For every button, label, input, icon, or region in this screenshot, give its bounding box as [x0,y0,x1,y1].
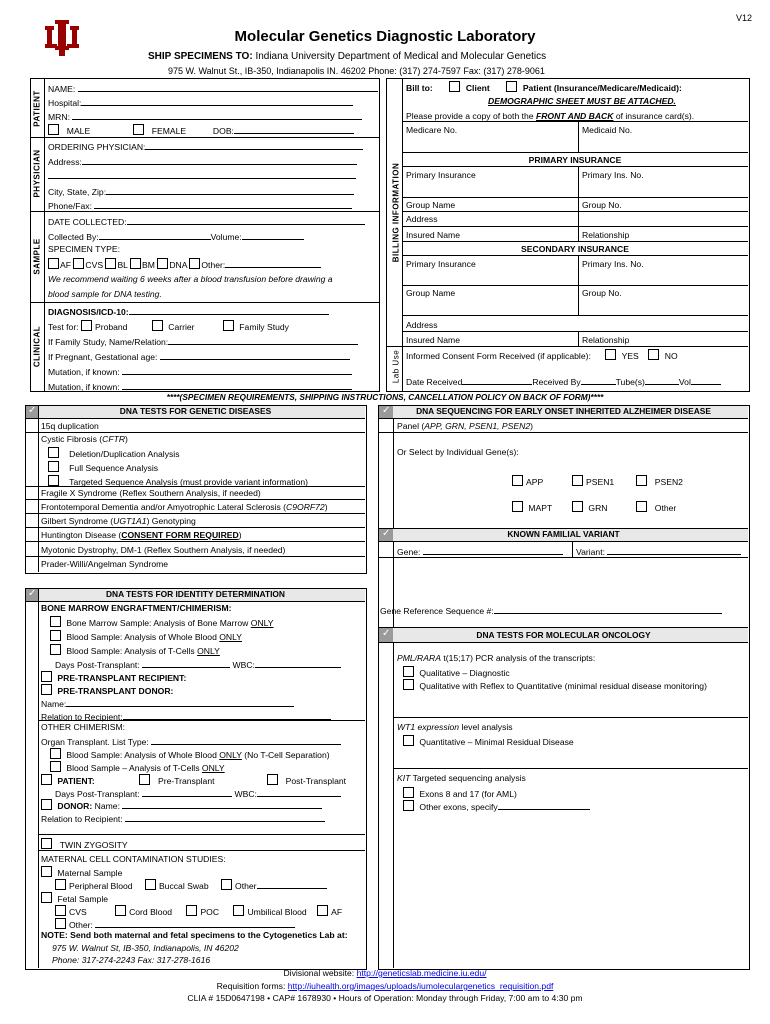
test-15q: 15q duplication [41,421,99,431]
received-by-field[interactable] [581,375,616,385]
dob-label: DOB: [212,126,234,136]
phone-row: Phone/Fax: [48,199,352,211]
patient-checkbox[interactable] [41,774,52,785]
cf-targeted-checkbox[interactable] [48,475,59,486]
donor-checkbox[interactable] [41,799,52,810]
bm-checkbox[interactable] [130,258,141,269]
bm-head: BONE MARROW ENGRAFTMENT/CHIMERISM: [41,603,232,613]
bm-option-2: Blood Sample: Analysis of Whole Blood ONLY [50,630,242,642]
ref-seq-row: Gene Reference Sequence #: [380,604,722,616]
kit-option-1: Exons 8 and 17 (for AML) [403,787,517,799]
proband-checkbox[interactable] [81,320,92,331]
collected-row: DATE COLLECTED: [48,215,365,227]
kit-other-checkbox[interactable] [403,800,414,811]
maternal-options: Peripheral Blood Buccal Swab Other [55,879,327,891]
kit-other-field[interactable] [498,800,590,810]
volume-field[interactable] [242,230,304,240]
maternal-other-checkbox[interactable] [221,879,232,890]
checkmark-icon: ✓ [382,628,391,639]
pre-recipient-row: PRE-TRANSPLANT RECIPIENT: [41,671,186,683]
wbc-field[interactable] [255,658,341,668]
cvs-checkbox[interactable] [73,258,84,269]
group-no-label: Group No. [582,200,622,210]
psen2-checkbox[interactable] [636,475,647,486]
ordering-row: ORDERING PHYSICIAN: [48,140,363,152]
variant-row: Variant: [576,545,741,557]
pml-option-2: Qualitative with Reflex to Quantitative (minimal residual disease monitoring) [403,679,707,691]
kit-head: KIT Targeted sequencing analysis [397,773,526,783]
gene-psen2: PSEN2 [636,475,683,487]
transfusion-note-2: blood sample for DNA testing. [48,289,162,299]
alz-head: DNA SEQUENCING FOR EARLY ONSET INHERITED ALZHEIMER DISEASE [379,406,748,419]
received-row: Date Received Received By Tube(s) Vol [406,375,721,387]
pml-reflex-checkbox[interactable] [403,679,414,690]
cf-option-2: Full Sequence Analysis [48,461,158,473]
variant-field[interactable] [607,545,741,555]
other-tcell-checkbox[interactable] [50,761,61,772]
kit-exons-checkbox[interactable] [403,787,414,798]
gestational-age-field[interactable] [160,350,350,360]
primary-ins-head: PRIMARY INSURANCE [528,155,622,165]
mutation-field-1[interactable] [122,365,352,375]
bm-marrow-checkbox[interactable] [50,616,61,627]
primary-ins-label: Primary Insurance [406,170,476,180]
section-physician: PHYSICIAN [32,149,42,198]
gene-app: APP [512,475,543,487]
mutation-row-1: Mutation, if known: [48,365,352,377]
family-study-checkbox[interactable] [223,320,234,331]
address2-label: Address [406,320,438,330]
genetic-diseases-head: DNA TESTS FOR GENETIC DISEASES [26,406,365,419]
by-volume-row: Collected By: Volume: [48,230,304,242]
maternal-row: Maternal Sample [41,866,122,878]
twin-checkbox[interactable] [41,838,52,849]
specimen-type-label: SPECIMEN TYPE: [48,244,120,254]
sex-dob-row [48,124,354,136]
website-row: Divisional website: http://geneticslab.medicine.iu.edu/ [283,968,487,978]
variant-gene-row: Gene: [397,545,563,557]
identity-head: DNA TESTS FOR IDENTITY DETERMINATION [26,589,365,602]
test-cf: Cystic Fibrosis (CFTR) [41,434,128,444]
bm-option-1: Bone Marrow Sample: Analysis of Bone Marrow ONLY [50,616,274,628]
city-field[interactable] [106,185,354,195]
gene-other: Other [636,501,676,513]
test-fragile-x: Fragile X Syndrome (Reflex Southern Analysis, if needed) [41,488,261,498]
patient-bill-checkbox[interactable] [506,81,517,92]
primary-ins2-label: Primary Insurance [406,259,476,269]
post-transplant-checkbox[interactable] [267,774,278,785]
psen1-checkbox[interactable] [572,475,583,486]
variant-head: KNOWN FAMILIAL VARIANT [379,528,748,542]
checkmark-icon: ✓ [28,588,37,599]
ship-to [148,51,546,62]
bm-whole-blood-checkbox[interactable] [50,630,61,641]
cytogenetics-note: NOTE: Send both maternal and fetal specimens to the Cytogenetics Lab at: [41,930,348,940]
mapt-checkbox[interactable] [512,501,523,512]
gene-other-checkbox[interactable] [636,501,647,512]
section-patient: PATIENT [32,90,42,127]
maternal-other-field[interactable] [257,879,327,889]
demographic-note: DEMOGRAPHIC SHEET MUST BE ATTACHED. [488,96,676,106]
pregnant-row: If Pregnant, Gestational age: [48,350,350,362]
mrn-field[interactable] [72,110,362,120]
kit-option-2: Other exons, specify [403,800,590,812]
test-gilbert: Gilbert Syndrome (UGT1A1) Genotyping [41,516,196,526]
ordering-physician-field[interactable] [145,140,363,150]
grn-checkbox[interactable] [572,501,583,512]
lab-address: 975 W. Walnut St., IB-350, Indianapolis IN. 46202 Phone: (317) 274-7597 Fax: (317) 278-9061 [168,66,545,76]
buccal-swab-checkbox[interactable] [145,879,156,890]
checkmark-icon: ✓ [28,405,37,416]
relation-field-2[interactable] [125,812,325,822]
fetal-af-checkbox[interactable] [317,905,328,916]
fetal-checkbox[interactable] [41,892,52,903]
twin-row: TWIN ZYGOSITY [41,838,128,850]
male-checkbox[interactable] [48,124,59,135]
ref-seq-field[interactable] [494,604,722,614]
group-name-label: Group Name [406,200,456,210]
variant-gene-field[interactable] [423,545,563,555]
pre-transplant-checkbox[interactable] [139,774,150,785]
donor-name-field-2[interactable] [122,799,322,809]
medicaid-label: Medicaid No. [582,125,633,135]
primary-no-label: Primary Ins. No. [582,170,644,180]
mutation-field-2[interactable] [122,380,352,390]
cf-full-checkbox[interactable] [48,461,59,472]
family-name-row: If Family Study, Name/Relation: [48,335,358,347]
group-name2-label: Group Name [406,288,456,298]
test-huntington: Huntington Disease (CONSENT FORM REQUIRED) [41,530,242,540]
pre-donor-checkbox[interactable] [41,684,52,695]
page-title: Molecular Genetics Diagnostic Laboratory [234,28,536,45]
wt1-quantitative-checkbox[interactable] [403,735,414,746]
fetal-other-field[interactable] [95,918,295,928]
days-field[interactable] [142,658,230,668]
pml-option-1: Qualitative – Diagnostic [403,666,510,678]
dob-field[interactable] [234,124,354,134]
consent-yes-checkbox[interactable] [605,349,616,360]
clia-line: CLIA # 15D0647198 • CAP# 1678930 • Hours of Operation: Monday through Friday, 7:00 am to 4:30 pm [187,993,583,1003]
poc-checkbox[interactable] [186,905,197,916]
date-collected-field[interactable] [127,215,365,225]
patient-transplant-row: PATIENT: Pre-Transplant Post-Transplant [41,774,346,786]
cf-option-1: Deletion/Duplication Analysis [48,447,180,459]
city-row: City, State, Zip: [48,185,354,197]
secondary-ins-head: SECONDARY INSURANCE [521,244,629,254]
ship-label: SHIP SPECIMENS TO: [148,51,253,62]
hospital-field[interactable] [81,96,353,106]
client-checkbox[interactable] [449,81,460,92]
peripheral-blood-checkbox[interactable] [55,879,66,890]
family-name-field[interactable] [168,335,358,345]
section-clinical: CLINICAL [32,325,42,368]
consent-row: Informed Consent Form Received (if applicable): YES NO [406,351,678,361]
gene-grn: GRN [572,501,608,513]
relationship-label: Relationship [582,230,630,240]
checkmark-icon: ✓ [382,405,391,416]
other-option-2: Blood Sample – Analysis of T-Cells ONLY [50,761,225,773]
other-type-field[interactable] [225,258,321,268]
relation-field[interactable] [123,710,331,720]
days-wbc-row-2: Days Post-Transplant: WBC: [55,787,341,799]
phone-field[interactable] [94,199,352,209]
insured2-label: Insured Name [406,335,460,345]
fetal-row: Fetal Sample [41,892,108,904]
relationship2-label: Relationship [582,335,630,345]
bm-option-3: Blood Sample: Analysis of T-Cells ONLY [50,644,220,656]
gene-psen1: PSEN1 [572,475,614,487]
cf-deldup-checkbox[interactable] [48,447,59,458]
section-lab-use: Lab Use [391,349,401,384]
name-row: Name: [41,697,294,709]
donor-name-field[interactable] [66,697,294,707]
gene-mapt: MAPT [512,501,552,513]
fetal-other-row: Other: [55,918,295,930]
female-checkbox[interactable] [133,124,144,135]
fetal-options: CVS Cord Blood POC Umbilical Blood AF [55,905,342,917]
days-field-2[interactable] [142,787,232,797]
bl-checkbox[interactable] [105,258,116,269]
insured-label: Insured Name [406,230,460,240]
organ-row: Organ Transplant. List Type: [41,735,341,747]
address-row: Address: [48,155,357,167]
collected-by-field[interactable] [99,230,211,240]
test-prader-willi: Prader-Willi/Angelman Syndrome [41,559,169,569]
section-billing: BILLING INFORMATION [391,162,401,263]
pre-donor-row: PRE-TRANSPLANT DONOR: [41,684,173,696]
male-label: MALE [66,126,91,136]
version-label: V12 [736,13,753,23]
organ-field[interactable] [151,735,341,745]
requisition-row: Requisition forms: http://iuhealth.org/images/uploads/iumoleculargenetics_requisition.pdf [216,981,554,991]
af-checkbox[interactable] [48,258,59,269]
wbc-field-2[interactable] [257,787,341,797]
bm-tcell-checkbox[interactable] [50,644,61,655]
patient-name-field[interactable] [78,82,378,92]
policy-note: ****(SPECIMEN REQUIREMENTS, SHIPPING INSTRUCTIONS, CANCELLATION POLICY ON BACK OF FORM)**** [166,392,604,402]
address-line-2[interactable] [48,178,356,179]
mrn-row: MRN: [48,110,362,122]
group-no2-label: Group No. [582,288,622,298]
cord-blood-checkbox[interactable] [115,905,126,916]
wt1-head: WT1 expression level analysis [397,722,513,732]
hospital-row: Hospital: [48,96,353,108]
specimen-types: AF CVS BL BM DNA Other: [48,258,321,270]
requisition-link[interactable]: http://iuhealth.org/images/uploads/iumoleculargenetics_requisition.pdf [287,981,554,991]
alz-panel: Panel (APP, GRN, PSEN1, PSEN2) [397,421,533,431]
female-label: FEMALE [151,126,187,136]
app-checkbox[interactable] [512,475,523,486]
maternal-checkbox[interactable] [41,866,52,877]
cytogenetics-address: 975 W. Walnut St, IB-350, Indianapolis, IN 46202 [52,943,239,953]
copy-note: Please provide a copy of both the FRONT AND BACK of insurance card(s). [406,111,695,121]
medicare-label: Medicare No. [406,125,458,135]
tubes-field[interactable] [645,375,679,385]
checkmark-icon: ✓ [382,528,391,539]
fetal-other-checkbox[interactable] [55,918,66,929]
donor-row: DONOR: Name: [41,799,322,811]
diagnosis-row: DIAGNOSIS/ICD-10: [48,305,329,317]
diagnosis-field[interactable] [129,305,329,315]
patient-name-row: NAME: [48,82,378,94]
umbilical-blood-checkbox[interactable] [233,905,244,916]
other-chimerism-head: OTHER CHIMERISM: [41,722,126,732]
test-for-row: Test for: Proband Carrier Family Study [48,322,289,332]
physician-address-field[interactable] [82,155,357,165]
bill-to-row: Bill to: Client Patient (Insurance/Medicare/Medicaid): [406,83,682,93]
alz-select: Or Select by Individual Gene(s): [397,447,519,457]
ship-text: Indiana University Department of Medical and Molecular Genetics [255,51,547,62]
pml-qualitative-checkbox[interactable] [403,666,414,677]
other-whole-blood-checkbox[interactable] [50,748,61,759]
relation-row-2: Relation to Recipient: [41,812,325,824]
wt1-option: Quantitative – Minimal Residual Disease [403,735,574,747]
other-type-checkbox[interactable] [189,258,200,269]
carrier-checkbox[interactable] [152,320,163,331]
days-wbc-row: Days Post-Transplant: WBC: [55,658,341,670]
consent-no-checkbox[interactable] [648,349,659,360]
mutation-row-2: Mutation, if known: [48,380,352,392]
address-label: Address [406,214,438,224]
mcc-head: MATERNAL CELL CONTAMINATION STUDIES: [41,854,226,864]
primary-no2-label: Primary Ins. No. [582,259,644,269]
transfusion-note-1: We recommend waiting 6 weeks after a blood transfusion before drawing a [48,274,333,284]
test-ftd-als: Frontotemporal Dementia and/or Amyotrophic Lateral Sclerosis (C9ORF72) [41,502,328,512]
test-myotonic: Myotonic Dystrophy, DM-1 (Reflex Southern Analysis, if needed) [41,545,286,555]
pre-recipient-checkbox[interactable] [41,671,52,682]
cf-option-3: Targeted Sequence Analysis (must provide variant information) [48,475,308,487]
other-option-1: Blood Sample: Analysis of Whole Blood ONLY (No T-Cell Separation) [50,748,330,760]
pml-head: PML/RARA t(15;17) PCR analysis of the transcripts: [397,653,596,663]
oncology-head: DNA TESTS FOR MOLECULAR ONCOLOGY [379,627,748,643]
fetal-cvs-checkbox[interactable] [55,905,66,916]
relation-row: Relation to Recipient: [41,710,331,722]
section-sample: SAMPLE [32,238,42,275]
date-received-field[interactable] [462,375,532,385]
vol-field[interactable] [691,375,721,385]
cytogenetics-phone: Phone: 317-274-2243 Fax: 317-278-1616 [52,955,211,965]
website-link[interactable]: http://geneticslab.medicine.iu.edu/ [356,968,487,978]
dna-checkbox[interactable] [157,258,168,269]
